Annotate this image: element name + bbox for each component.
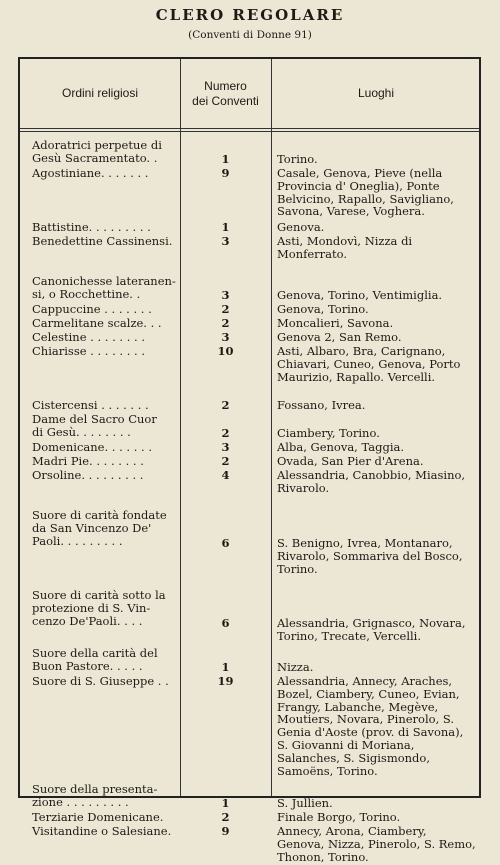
row-luoghi: Alessandria, Grignasco, Novara, Torino, Trecate, Vercelli. [277,616,466,643]
row-ordine: Suore di carità fondate da San Vincenzo De' Paoli. . . . . . . . . [32,508,167,548]
row-luoghi: Alba, Genova, Taggia. [277,440,405,454]
row-ordine: Madri Pie. . . . . . . . [32,454,144,468]
row-luoghi: S. Benigno, Ivrea, Montanaro, Rivarolo, Sommariva del Bosco, Torino. [277,536,463,576]
table-row [20,139,479,167]
table-frame [18,57,481,864]
row-luoghi: Nizza. [277,660,314,674]
row-luoghi: Annecy, Arona, Ciambery, Genova, Nizza, Pinerolo, S. Remo, Thonon, Torino. [277,824,476,864]
row-ordine: Cappuccine . . . . . . . [32,302,152,316]
row-ordine: Adoratrici perpetue di Gesù Sacramentato. . [32,138,162,165]
row-luoghi: Finale Borgo, Torino. [277,810,401,824]
row-ordine: Canonichesse lateranen- si, o Rocchettine. . [32,274,176,301]
row-ordine: Suore di carità sotto la protezione di S. Vin- cenzo De'Paoli. . . . [32,588,166,628]
row-numero: 3 [221,234,230,248]
row-numero: 4 [221,468,230,482]
row-luoghi: S. Jullien. [277,796,333,810]
table-row [20,811,479,825]
row-ordine: Orsoline. . . . . . . . . [32,468,144,482]
table-row [20,303,479,317]
row-ordine: Visitandine o Salesiane. [32,824,172,838]
row-ordine: Chiarisse . . . . . . . . [32,344,146,358]
row-numero: 1 [221,152,230,166]
table-row [20,399,479,413]
row-ordine: Agostiniane. . . . . . . [32,166,149,180]
table-body [20,139,479,865]
table-row [20,331,479,345]
header-divider [20,128,479,129]
row-numero: 2 [221,316,230,330]
row-numero: 1 [221,660,230,674]
row-luoghi: Torino. [277,152,318,166]
page-title: CLERO REGOLARE [155,6,345,24]
row-numero: 2 [221,454,230,468]
row-luoghi: Genova, Torino. [277,302,369,316]
table-row [20,647,479,675]
table-row [20,317,479,331]
table-row [20,235,479,275]
row-numero: 2 [221,398,230,412]
row-luoghi: Asti, Mondovì, Nizza di Monferrato. [277,234,413,261]
row-luoghi: Genova, Torino, Ventimiglia. [277,288,443,302]
row-numero: 3 [221,440,230,454]
row-numero: 1 [221,220,230,234]
table-row [20,275,479,303]
table-row [20,469,479,509]
row-ordine: Terziarie Domenicane. [32,810,164,824]
row-luoghi: Genova 2, San Remo. [277,330,402,344]
row-ordine: Domenicane. . . . . . . [32,440,152,454]
column-header-luoghi: Luoghi [357,86,395,100]
table-row [20,413,479,441]
row-numero: 9 [221,824,230,838]
row-ordine: Suore della presenta- zione . . . . . . . . . [32,782,158,809]
column-header-numero: Numero dei Conventi [192,78,259,108]
table-row [20,345,479,399]
row-numero: 19 [217,674,234,688]
row-ordine: Suore di S. Giuseppe . . [32,674,169,688]
header-divider [20,131,479,132]
row-ordine: Battistine. . . . . . . . . [32,220,151,234]
table-row [20,509,479,589]
table-row [20,455,479,469]
row-ordine: Celestine . . . . . . . . [32,330,145,344]
row-numero: 3 [221,330,230,344]
row-numero: 2 [221,426,230,440]
row-numero: 6 [221,536,230,550]
row-numero: 9 [221,166,230,180]
row-luoghi: Moncalieri, Savona. [277,316,394,330]
row-ordine: Cistercensi . . . . . . . [32,398,149,412]
table-row [20,675,479,783]
row-numero: 2 [221,810,230,824]
row-numero: 2 [221,302,230,316]
row-ordine: Benedettine Cassinensi. [32,234,173,248]
row-luoghi: Asti, Albaro, Bra, Carignano, Chiavari, Cuneo, Genova, Porto Maurizio, Rapallo. Vercelli. [277,344,461,384]
row-ordine: Suore della carità del Buon Pastore. . . . . [32,646,158,673]
page-subtitle: (Conventi di Donne 91) [188,29,312,41]
row-ordine: Dame del Sacro Cuor di Gesù. . . . . . . . [32,412,157,439]
row-luoghi: Ciambery, Torino. [277,426,380,440]
row-luoghi: Alessandria, Annecy, Araches, Bozel, Ciambery, Cuneo, Evian, Frangy, Labanche, Megève, Moutiers, Novara, Pinerolo, S. Genia d'Aoste (prov. di Savona), S. Giovanni di Moriana, Salanches, S. Sigismondo, Samoëns, Torino. [277,674,464,778]
row-luoghi: Casale, Genova, Pieve (nella Provincia d' Oneglia), Ponte Belvicino, Rapallo, Savigliano, Savona, Varese, Voghera. [277,166,454,219]
row-luoghi: Alessandria, Canobbio, Miasino, Rivarolo. [277,468,466,495]
row-numero: 10 [217,344,234,358]
row-numero: 3 [221,288,230,302]
row-numero: 1 [221,796,230,810]
table-row [20,589,479,647]
row-luoghi: Ovada, San Pier d'Arena. [277,454,424,468]
row-luoghi: Genova. [277,220,325,234]
table-row [20,221,479,235]
table-row [20,783,479,811]
row-numero: 6 [221,616,230,630]
row-luoghi: Fossano, Ivrea. [277,398,366,412]
row-ordine: Carmelitane scalze. . . [32,316,162,330]
table-row [20,167,479,221]
table-row [20,441,479,455]
column-header-ordini: Ordini religiosi [61,86,139,100]
table-row [20,825,479,865]
